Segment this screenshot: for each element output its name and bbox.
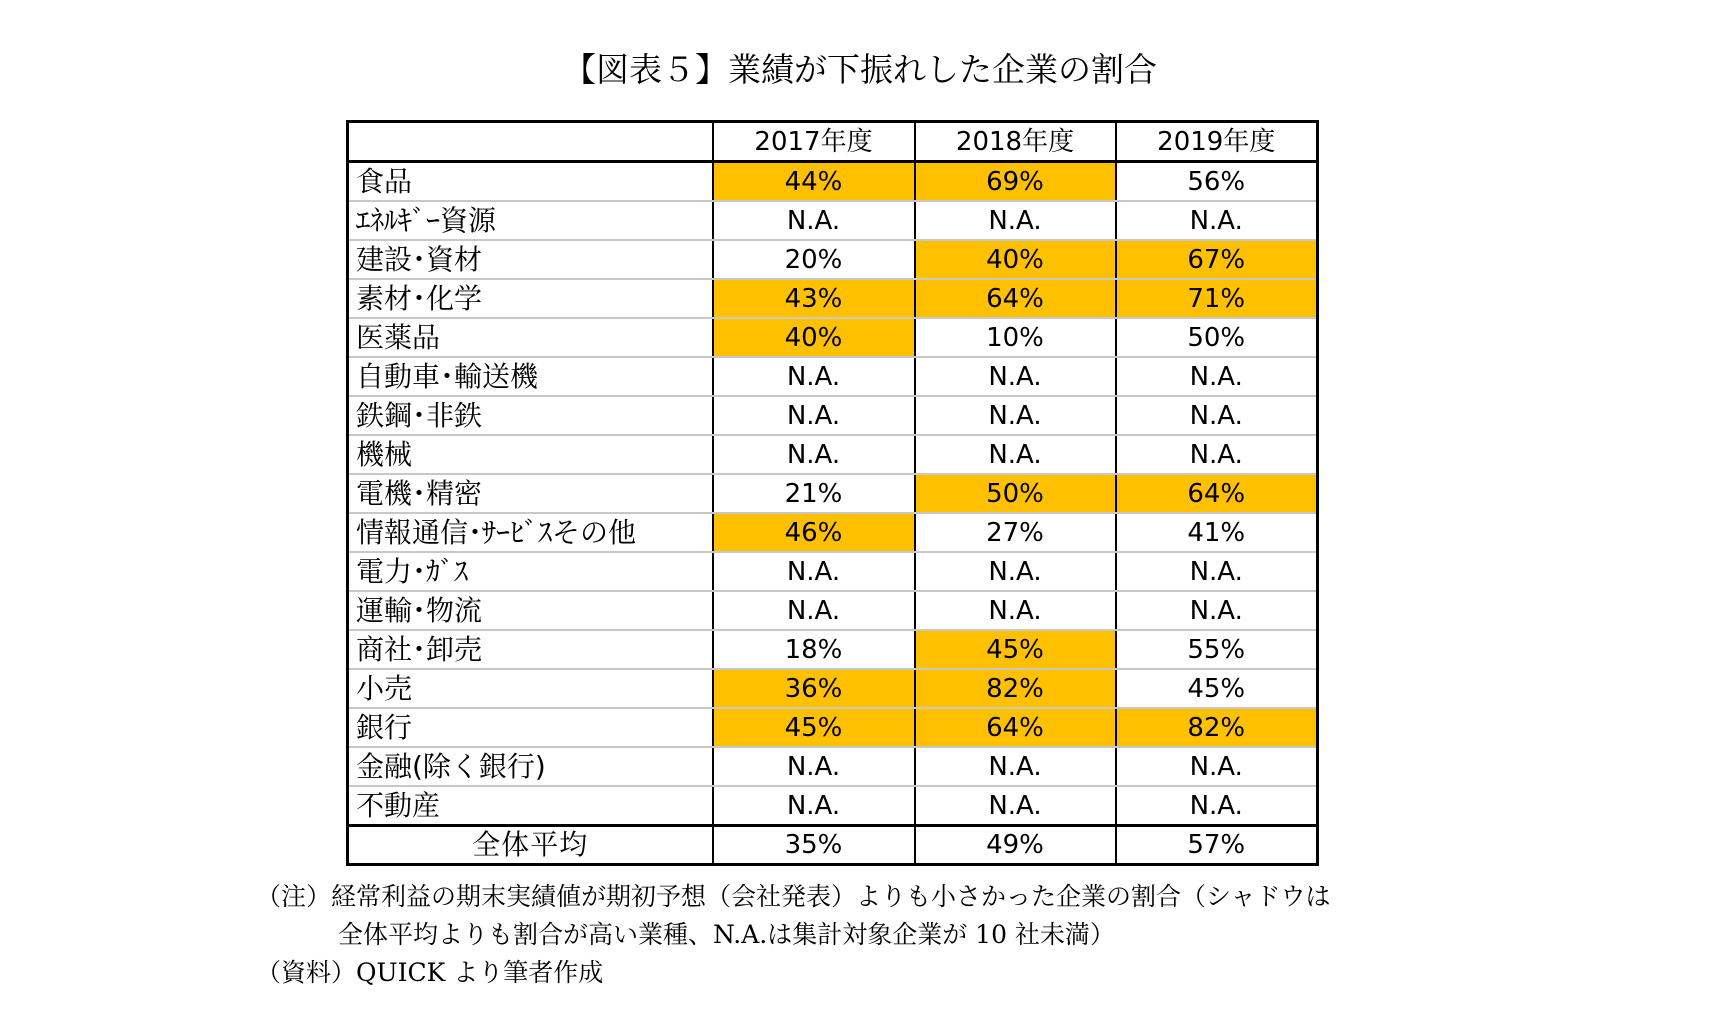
value-cell: 50% [915, 474, 1116, 513]
value-cell: N.A. [1116, 552, 1318, 591]
table-header-row [348, 122, 1318, 162]
value-cell: 40% [915, 240, 1116, 279]
table-row [348, 669, 1318, 708]
industry-label: 自動車･輸送機 [348, 357, 713, 396]
table-row [348, 513, 1318, 552]
footnotes [256, 878, 1331, 992]
industry-label: 建設･資材 [348, 240, 713, 279]
value-cell: N.A. [915, 591, 1116, 630]
value-cell: N.A. [915, 435, 1116, 474]
table-row [348, 786, 1318, 826]
value-cell: N.A. [1116, 591, 1318, 630]
value-cell: N.A. [713, 201, 915, 240]
industry-label: 電機･精密 [348, 474, 713, 513]
value-cell: 10% [915, 318, 1116, 357]
value-cell: N.A. [915, 747, 1116, 786]
header-corner [348, 122, 713, 162]
value-cell: 56% [1116, 162, 1318, 202]
table-row [348, 162, 1318, 202]
table-row [348, 747, 1318, 786]
table-body [348, 162, 1318, 826]
average-2019: 57% [1116, 826, 1318, 865]
value-cell: 27% [915, 513, 1116, 552]
value-cell: 21% [713, 474, 915, 513]
value-cell: 50% [1116, 318, 1318, 357]
average-2017: 35% [713, 826, 915, 865]
table-row [348, 357, 1318, 396]
value-cell: N.A. [713, 435, 915, 474]
value-cell: 41% [1116, 513, 1318, 552]
value-cell: 82% [915, 669, 1116, 708]
value-cell: 36% [713, 669, 915, 708]
note-line-2: 全体平均よりも割合が高い業種、N.A.は集計対象企業が 10 社未満） [338, 920, 1115, 949]
value-cell: 64% [915, 708, 1116, 747]
value-cell: N.A. [1116, 357, 1318, 396]
value-cell: 46% [713, 513, 915, 552]
value-cell: N.A. [915, 357, 1116, 396]
performance-table [346, 120, 1319, 866]
source-line: （資料）QUICK より筆者作成 [256, 958, 604, 987]
industry-label: 機械 [348, 435, 713, 474]
industry-label: ｴﾈﾙｷﾞｰ資源 [348, 201, 713, 240]
industry-label: 銀行 [348, 708, 713, 747]
header-2018: 2018年度 [915, 122, 1116, 162]
value-cell: 64% [915, 279, 1116, 318]
table-row [348, 708, 1318, 747]
average-label: 全体平均 [348, 826, 713, 865]
value-cell: N.A. [713, 357, 915, 396]
header-2017: 2017年度 [713, 122, 915, 162]
industry-label: 医薬品 [348, 318, 713, 357]
table-row [348, 240, 1318, 279]
value-cell: 67% [1116, 240, 1318, 279]
table-row [348, 396, 1318, 435]
value-cell: 64% [1116, 474, 1318, 513]
value-cell: 45% [1116, 669, 1318, 708]
value-cell: 44% [713, 162, 915, 202]
table-row [348, 201, 1318, 240]
table-row [348, 474, 1318, 513]
value-cell: N.A. [713, 747, 915, 786]
industry-label: 鉄鋼･非鉄 [348, 396, 713, 435]
figure-title: 【図表５】業績が下振れした企業の割合 [563, 50, 1157, 89]
table-row [348, 279, 1318, 318]
value-cell: 43% [713, 279, 915, 318]
industry-label: 金融(除く銀行) [348, 747, 713, 786]
value-cell: N.A. [1116, 786, 1318, 826]
value-cell: 20% [713, 240, 915, 279]
value-cell: N.A. [915, 786, 1116, 826]
value-cell: N.A. [1116, 396, 1318, 435]
value-cell: 71% [1116, 279, 1318, 318]
value-cell: N.A. [1116, 747, 1318, 786]
value-cell: N.A. [915, 552, 1116, 591]
table-row [348, 552, 1318, 591]
table-row [348, 318, 1318, 357]
industry-label: 素材･化学 [348, 279, 713, 318]
industry-label: 運輸･物流 [348, 591, 713, 630]
value-cell: 18% [713, 630, 915, 669]
table-row [348, 630, 1318, 669]
average-row [348, 826, 1318, 865]
value-cell: N.A. [915, 201, 1116, 240]
industry-label: 情報通信･ｻｰﾋﾞｽその他 [348, 513, 713, 552]
value-cell: N.A. [713, 786, 915, 826]
industry-label: 商社･卸売 [348, 630, 713, 669]
industry-label: 電力･ｶﾞｽ [348, 552, 713, 591]
value-cell: N.A. [713, 396, 915, 435]
note-line-1: （注）経常利益の期末実績値が期初予想（会社発表）よりも小さかった企業の割合（シャドウは [256, 882, 1331, 911]
value-cell: 40% [713, 318, 915, 357]
industry-label: 不動産 [348, 786, 713, 826]
industry-label: 小売 [348, 669, 713, 708]
value-cell: 45% [915, 630, 1116, 669]
value-cell: N.A. [713, 591, 915, 630]
average-2018: 49% [915, 826, 1116, 865]
value-cell: N.A. [713, 552, 915, 591]
industry-label: 食品 [348, 162, 713, 202]
value-cell: 55% [1116, 630, 1318, 669]
header-2019: 2019年度 [1116, 122, 1318, 162]
table-row [348, 591, 1318, 630]
value-cell: N.A. [1116, 201, 1318, 240]
table-row [348, 435, 1318, 474]
value-cell: N.A. [915, 396, 1116, 435]
value-cell: 82% [1116, 708, 1318, 747]
value-cell: 69% [915, 162, 1116, 202]
value-cell: N.A. [1116, 435, 1318, 474]
value-cell: 45% [713, 708, 915, 747]
